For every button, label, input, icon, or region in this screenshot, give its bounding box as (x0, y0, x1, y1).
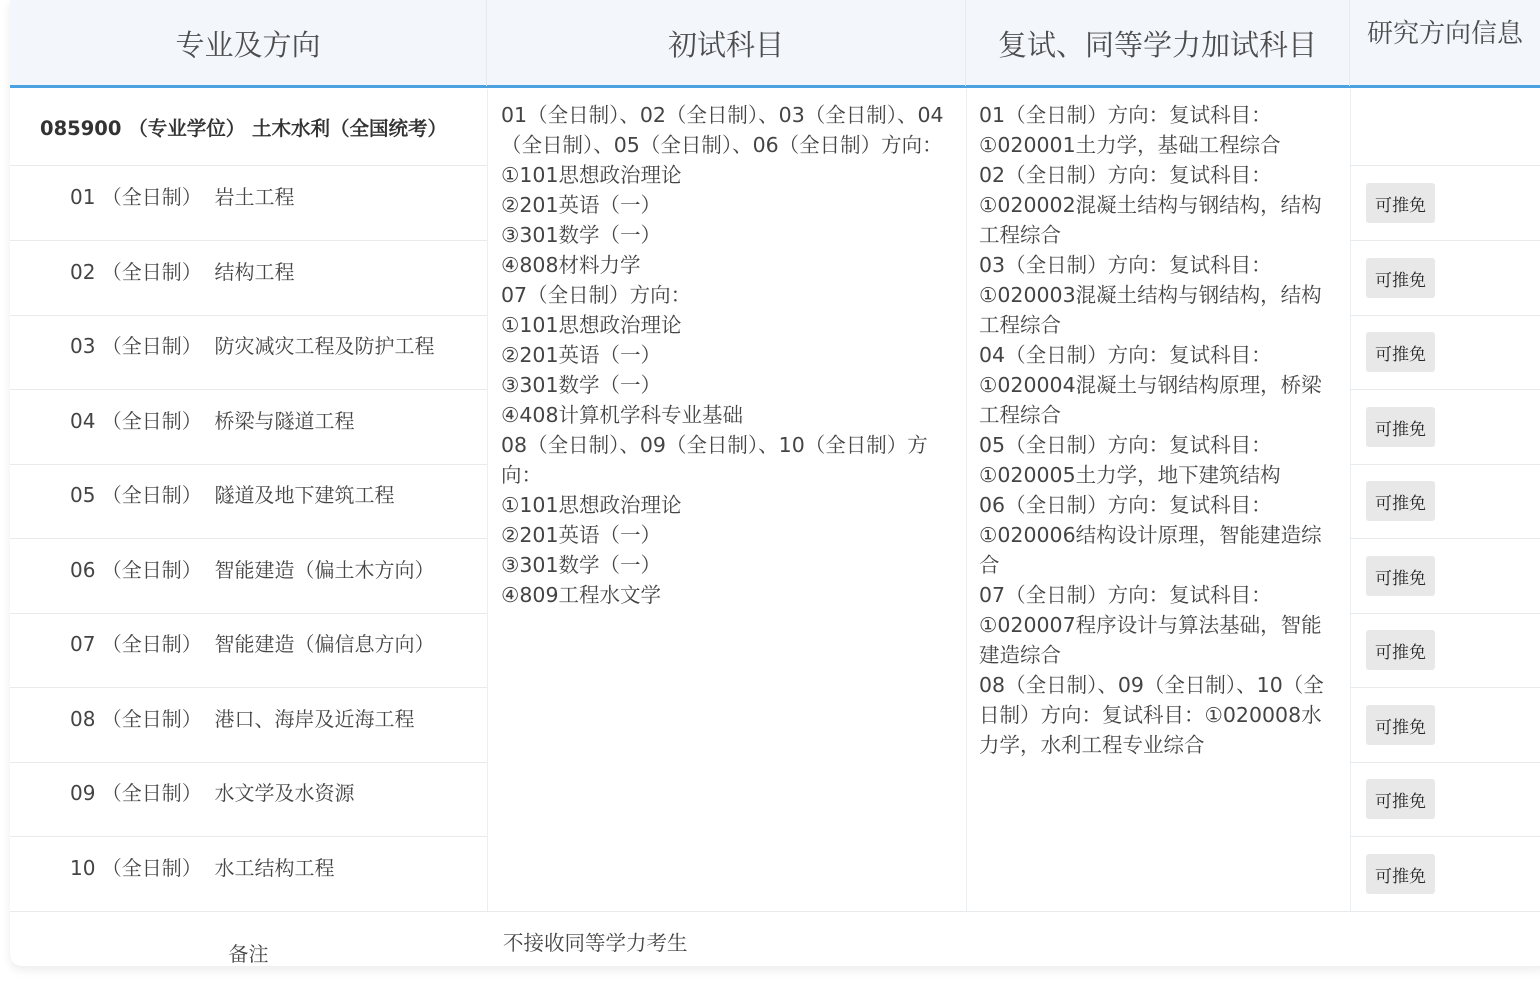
direction-row: 08 （全日制） 港口、海岸及近海工程 (10, 688, 487, 763)
exam-subject-line: 08（全日制）、09（全日制）、10（全日制）方向： (501, 433, 928, 487)
column-divider (966, 89, 967, 911)
retest-subject-line: 02（全日制）方向：复试科目： (979, 163, 1272, 187)
recommend-exempt-tag[interactable]: 可推免 (1366, 407, 1435, 447)
initial-exam-subjects (501, 100, 954, 610)
retest-subject-line: ①020003混凝土结构与钢结构，结构工程综合 (979, 283, 1322, 337)
tag-row (1350, 241, 1540, 316)
exam-subject-line: ②201英语（一） (501, 343, 662, 367)
column-divider (487, 89, 488, 911)
recommend-exempt-tag[interactable]: 可推免 (1366, 779, 1435, 819)
recommend-exempt-tag[interactable]: 可推免 (1366, 854, 1435, 894)
tag-row (1350, 762, 1540, 837)
retest-subject-line: ①020007程序设计与算法基础，智能建造综合 (979, 613, 1322, 667)
direction-row: 01 （全日制） 岩土工程 (10, 166, 487, 241)
retest-subject-line: ①020001土力学，基础工程综合 (979, 133, 1281, 157)
exam-subject-line: ②201英语（一） (501, 523, 662, 547)
recommend-exempt-tag[interactable]: 可推免 (1366, 705, 1435, 745)
direction-row: 02 （全日制） 结构工程 (10, 241, 487, 316)
program-table (10, 0, 1540, 966)
exam-subject-line: ④809工程水文学 (501, 583, 662, 607)
retest-subject-line: 07（全日制）方向：复试科目： (979, 583, 1272, 607)
tag-row (1350, 613, 1540, 688)
exam-subject-line: ①101思想政治理论 (501, 313, 682, 337)
tag-row (1350, 688, 1540, 763)
retest-subject-line: ①020006结构设计原理，智能建造综合 (979, 523, 1322, 577)
direction-row: 07 （全日制） 智能建造（偏信息方向） (10, 613, 487, 688)
retest-subject-line: 01（全日制）方向：复试科目： (979, 103, 1272, 127)
direction-row: 03 （全日制） 防灾减灾工程及防护工程 (10, 315, 487, 390)
recommend-exempt-tag[interactable]: 可推免 (1366, 183, 1435, 223)
recommend-exempt-tag[interactable]: 可推免 (1366, 630, 1435, 670)
direction-row: 05 （全日制） 隧道及地下建筑工程 (10, 464, 487, 539)
tag-row-empty (1350, 89, 1540, 166)
recommend-exempt-tag[interactable]: 可推免 (1366, 258, 1435, 298)
recommend-exempt-tag[interactable]: 可推免 (1366, 332, 1435, 372)
header-major-direction: 专业及方向 (10, 0, 487, 86)
retest-subject-line: ①020002混凝土结构与钢结构，结构工程综合 (979, 193, 1322, 247)
remark-label: 备注 (228, 942, 269, 966)
exam-subject-line: ②201英语（一） (501, 193, 662, 217)
recommend-exempt-tag[interactable]: 可推免 (1366, 556, 1435, 596)
exam-subject-line: ①101思想政治理论 (501, 493, 682, 517)
header-research-info: 研究方向信息 (1366, 19, 1523, 49)
exam-subject-line: ①101思想政治理论 (501, 163, 682, 187)
tag-row (1350, 390, 1540, 465)
direction-row: 06 （全日制） 智能建造（偏土木方向） (10, 539, 487, 614)
exam-subject-line: ③301数学（一） (501, 223, 662, 247)
tag-row (1350, 539, 1540, 614)
direction-row: 09 （全日制） 水文学及水资源 (10, 762, 487, 837)
retest-subject-line: 04（全日制）方向：复试科目： (979, 343, 1272, 367)
remark-text: 不接收同等学力考生 (503, 931, 688, 955)
retest-subject-line: ①020004混凝土与钢结构原理，桥梁工程综合 (979, 373, 1322, 427)
header-retest-subjects: 复试、同等学力加试科目 (966, 0, 1350, 86)
tag-row (1350, 464, 1540, 539)
exam-subject-line: ③301数学（一） (501, 373, 662, 397)
major-title: 085900 （专业学位） 土木水利（全国统考） (10, 89, 487, 166)
retest-subjects (979, 100, 1339, 760)
retest-subject-line: ①020005土力学，地下建筑结构 (979, 463, 1281, 487)
retest-subject-line: 05（全日制）方向：复试科目： (979, 433, 1272, 457)
exam-subject-line: 01（全日制）、02（全日制）、03（全日制）、04（全日制）、05（全日制）、06（全日制）方向： (501, 103, 944, 157)
direction-row: 10 （全日制） 水工结构工程 (70, 856, 335, 880)
retest-subject-line: 08（全日制）、09（全日制）、10（全日制）方向：复试科目：①020008水力学，水利工程专业综合 (979, 673, 1324, 757)
direction-row: 04 （全日制） 桥梁与隧道工程 (10, 390, 487, 465)
tag-row (1350, 837, 1540, 911)
header-initial-exam: 初试科目 (487, 0, 966, 86)
recommend-exempt-tag[interactable]: 可推免 (1366, 481, 1435, 521)
retest-subject-line: 03（全日制）方向：复试科目： (979, 253, 1272, 277)
exam-subject-line: ③301数学（一） (501, 553, 662, 577)
tag-row (1350, 315, 1540, 390)
exam-subject-line: ④808材料力学 (501, 253, 641, 277)
tag-row (1350, 166, 1540, 241)
exam-subject-line: ④408计算机学科专业基础 (501, 403, 744, 427)
remark-divider (10, 911, 1540, 912)
retest-subject-line: 06（全日制）方向：复试科目： (979, 493, 1272, 517)
exam-subject-line: 07（全日制）方向： (501, 283, 692, 307)
